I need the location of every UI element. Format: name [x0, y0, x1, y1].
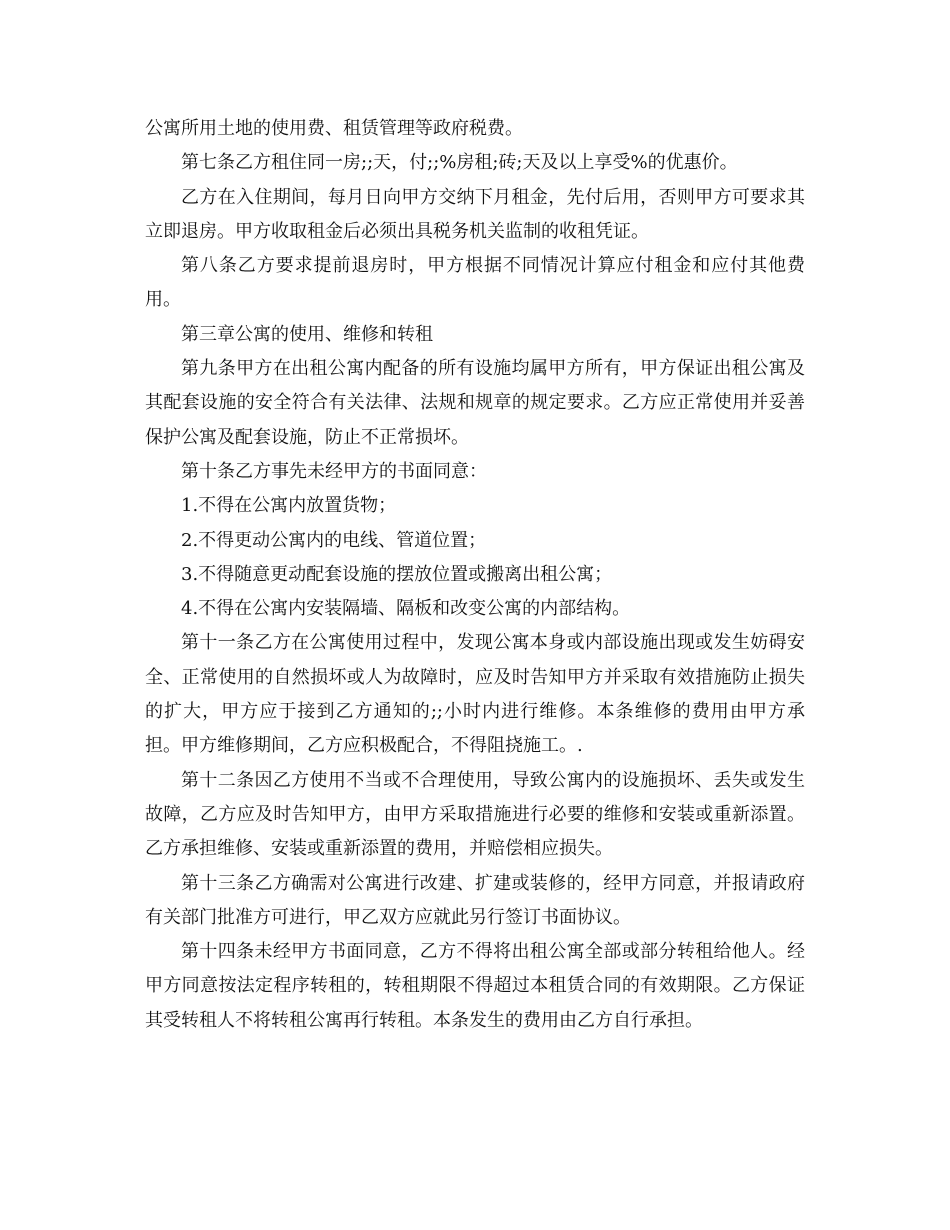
- list-item-3: 3.不得随意更动配套设施的摆放位置或搬离出租公寓；: [181, 563, 613, 585]
- paragraph-article-12: 第十二条因乙方使用不当或不合理使用，导致公寓内的设施损坏、丢失或发生故障，乙方应及时告知甲方，由甲方采取措施进行必要的维修和安装或重新添置。乙方承担维修、安装或重新添置的费用，并赔偿相应损失。: [145, 769, 805, 860]
- paragraph-article-8: 第八条乙方要求提前退房时，甲方根据不同情况计算应付租金和应付其他费用。: [145, 255, 805, 311]
- paragraph-rent-payment: 乙方在入住期间，每月日向甲方交纳下月租金，先付后用，否则甲方可要求其立即退房。甲方收取租金后必须出具税务机关监制的收租凭证。: [145, 186, 805, 242]
- paragraph-article-10: 第十条乙方事先未经甲方的书面同意：: [181, 460, 487, 482]
- paragraph-continuation: 公寓所用土地的使用费、租赁管理等政府税费。: [145, 118, 523, 139]
- paragraph-article-9: 第九条甲方在出租公寓内配备的所有设施均属甲方所有，甲方保证出租公寓及其配套设施的安全符合有关法律、法规和规章的规定要求。乙方应正常使用并妥善保护公寓及配套设施，防止不正常损坏。: [145, 358, 805, 448]
- chapter-3-heading: 第三章公寓的使用、维修和转租: [181, 323, 433, 345]
- paragraph-article-13: 第十三条乙方确需对公寓进行改建、扩建或装修的，经甲方同意，并报请政府有关部门批准方可进行，甲乙双方应就此另行签订书面协议。: [145, 872, 805, 928]
- paragraph-article-14: 第十四条未经甲方书面同意，乙方不得将出租公寓全部或部分转租给他人。经甲方同意按法定程序转租的，转租期限不得超过本租赁合同的有效期限。乙方保证其受转租人不将转租公寓再行转租。本条发生的费用由乙方自行承担。: [145, 941, 805, 1031]
- list-item-2: 2.不得更动公寓内的电线、管道位置；: [181, 529, 487, 551]
- document-body: [145, 112, 805, 1038]
- list-item-4: 4.不得在公寓内安装隔墙、隔板和改变公寓的内部结构。: [181, 598, 631, 620]
- paragraph-article-7: 第七条乙方租住同一房;;天，付;;%房租;砖;天及以上享受%的优惠价。: [181, 152, 738, 174]
- paragraph-article-11: 第十一条乙方在公寓使用过程中，发现公寓本身或内部设施出现或发生妨碍安全、正常使用的自然损坏或人为故障时，应及时告知甲方并采取有效措施防止损失的扩大，甲方应于接到乙方通知的;;小时内进行维修。本条维修的费用由甲方承担。甲方维修期间，乙方应积极配合，不得阻挠施工。.: [145, 632, 805, 757]
- list-item-1: 1.不得在公寓内放置货物；: [181, 495, 397, 517]
